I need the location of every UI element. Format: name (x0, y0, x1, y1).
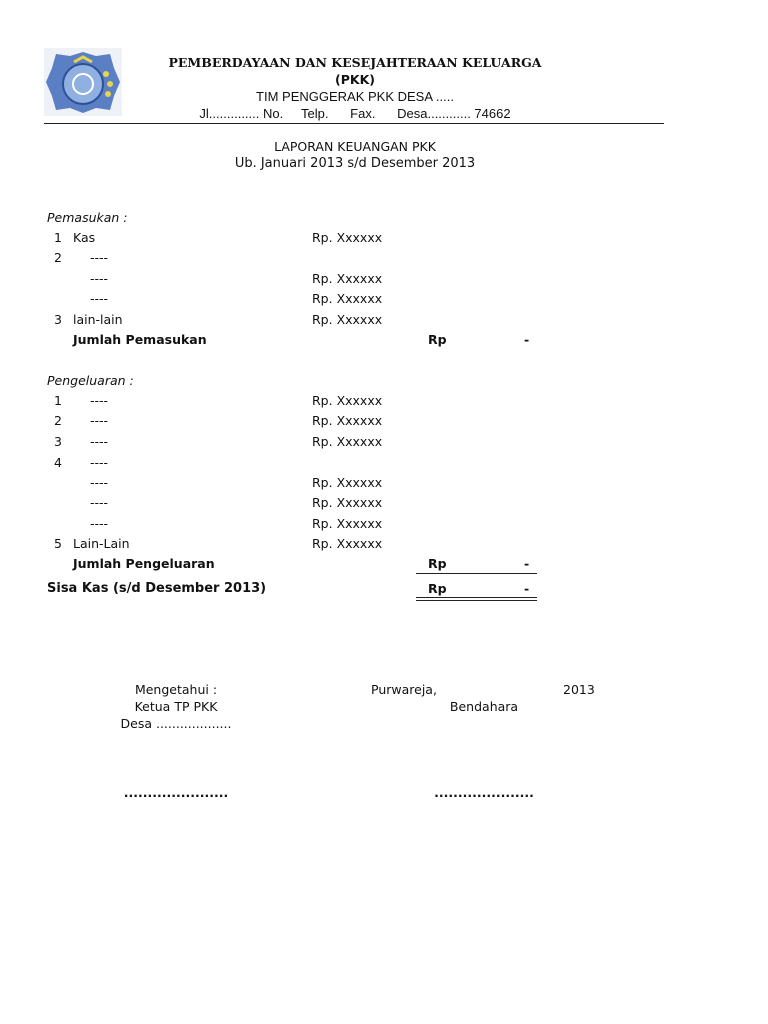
place-label: Purwareja, (371, 682, 437, 697)
row-amount: Rp. Xxxxxx (312, 413, 383, 428)
row-label: ---- (90, 393, 109, 408)
row-label: Lain-Lain (73, 536, 130, 551)
treasurer-title: Bendahara (449, 699, 519, 714)
address-line: Jl.............. No. Telp. Fax. Desa............ 74662 (199, 106, 511, 121)
org-title: PEMBERDAYAAN DAN KESEJAHTERAAN KELUARGA (168, 55, 542, 70)
row-amount: Rp. Xxxxxx (312, 536, 383, 551)
row-label: ---- (90, 516, 109, 531)
team-name: TIM PENGGERAK PKK DESA ..... (256, 89, 454, 104)
chair-signature-line: ...................... (123, 785, 229, 800)
row-number: 2 (54, 250, 62, 265)
row-amount: Rp. Xxxxxx (312, 475, 383, 490)
row-label: ---- (90, 475, 109, 490)
row-amount: Rp. Xxxxxx (312, 230, 383, 245)
expense-total-value: - (524, 556, 530, 571)
row-label: ---- (90, 495, 109, 510)
expense-total-label: Jumlah Pengeluaran (73, 556, 215, 571)
pkk-logo (44, 48, 122, 116)
row-amount: Rp. Xxxxxx (312, 393, 383, 408)
row-number: 1 (54, 393, 62, 408)
total-underline (416, 573, 537, 574)
org-abbr: (PKK) (335, 72, 375, 87)
row-label: ---- (90, 434, 109, 449)
year-label: 2013 (563, 682, 595, 697)
row-label: ---- (90, 271, 109, 286)
balance-double-underline-1 (416, 597, 537, 598)
row-amount: Rp. Xxxxxx (312, 516, 383, 531)
row-amount: Rp. Xxxxxx (312, 434, 383, 449)
report-title: LAPORAN KEUANGAN PKK (274, 139, 436, 154)
row-label: ---- (90, 291, 109, 306)
income-total-label: Jumlah Pemasukan (73, 332, 207, 347)
row-number: 3 (54, 434, 62, 449)
header-divider (44, 123, 664, 124)
village-label: Desa ................... (120, 716, 232, 731)
row-amount: Rp. Xxxxxx (312, 312, 383, 327)
row-label: ---- (90, 250, 109, 265)
treasurer-signature-line: ..................... (434, 785, 534, 800)
income-total-currency: Rp (428, 332, 447, 347)
row-number: 4 (54, 455, 62, 470)
row-number: 5 (54, 536, 62, 551)
row-amount: Rp. Xxxxxx (312, 271, 383, 286)
row-label: lain-lain (73, 312, 123, 327)
balance-currency: Rp (428, 581, 447, 596)
row-number: 3 (54, 312, 62, 327)
row-amount: Rp. Xxxxxx (312, 495, 383, 510)
acknowledged-label: Mengetahui : (134, 682, 218, 697)
balance-label: Sisa Kas (s/d Desember 2013) (47, 581, 267, 596)
balance-value: - (524, 581, 530, 596)
income-total-value: - (524, 332, 530, 347)
row-label: Kas (73, 230, 96, 245)
chair-title: Ketua TP PKK (134, 699, 218, 714)
row-number: 1 (54, 230, 62, 245)
row-amount: Rp. Xxxxxx (312, 291, 383, 306)
expense-total-currency: Rp (428, 556, 447, 571)
row-number: 2 (54, 413, 62, 428)
report-period: Ub. Januari 2013 s/d Desember 2013 (234, 156, 476, 171)
income-heading: Pemasukan : (47, 210, 128, 225)
expense-heading: Pengeluaran : (47, 373, 134, 388)
balance-double-underline-2 (416, 600, 537, 601)
row-label: ---- (90, 413, 109, 428)
row-label: ---- (90, 455, 109, 470)
